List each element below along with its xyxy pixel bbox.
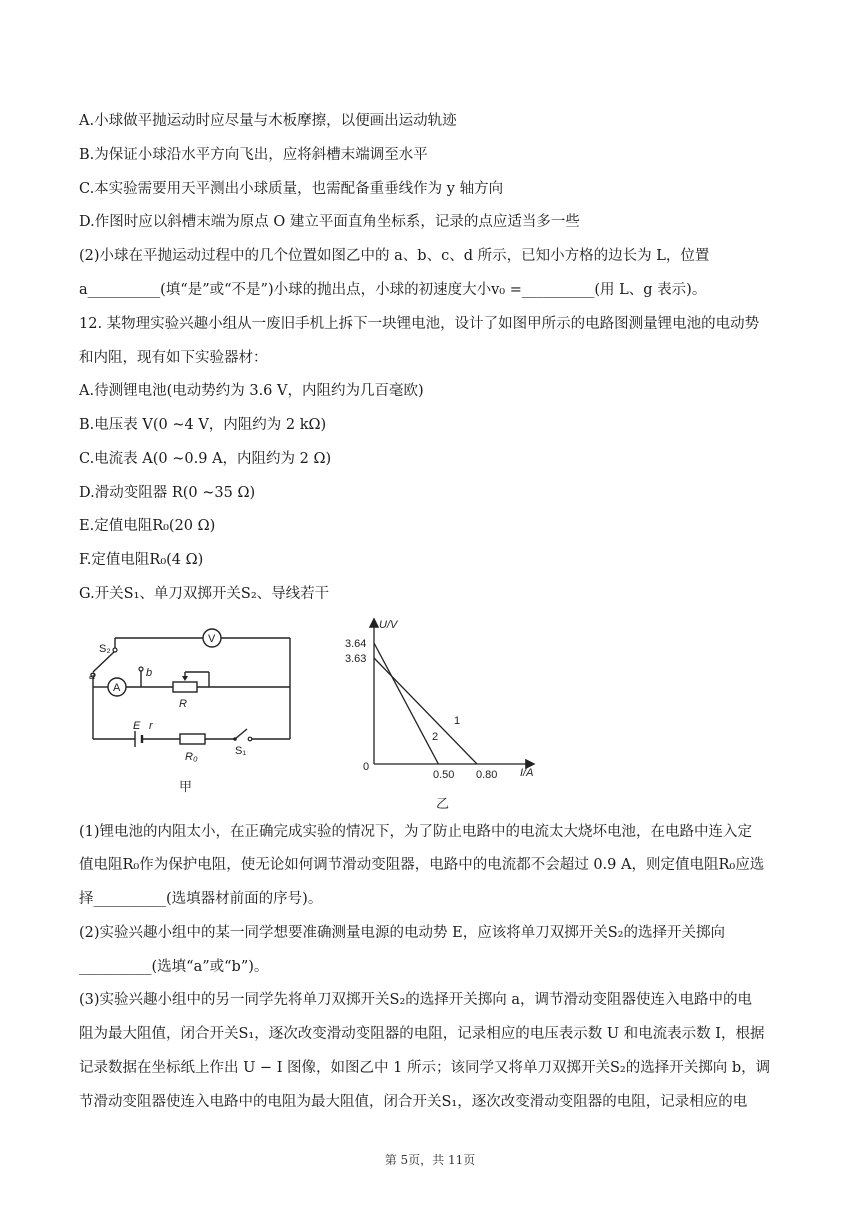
question-12-line: 12. 某物理实验兴趣小组从一废旧手机上拆下一块锂电池，设计了如图甲所示的电路图测量锂电池的电动势 [79, 316, 760, 332]
page-footer: 第 5页，共 11页 [384, 1153, 476, 1167]
equipment-b: B.电压表 V(0 ~4 V，内阻约为 2 kΩ) [79, 417, 327, 433]
voltmeter-label: V [208, 633, 216, 645]
sub-question-3-cont1: 阻为最大阻值，闭合开关S₁，逐次改变滑动变阻器的电阻，记录相应的电压表示数 U 和电流表示数 I，根据 [79, 1026, 765, 1042]
origin-label: 0 [363, 761, 370, 773]
s1-contact-2 [248, 737, 252, 741]
equipment-c: C.电流表 A(0 ~0.9 A，内阻约为 2 Ω) [79, 451, 332, 467]
x-tick-label-1: 0.50 [433, 769, 455, 781]
sub-question-1: (1)锂电池的内阻太小，在正确完成实验的情况下，为了防止电路中的电流太大烧坏电池，在电路中连入定 [79, 824, 753, 840]
sub-question-1-cont: 值电阻R₀作为保护电阻，使无论如何调节滑动变阻器，电路中的电流都不会超过 0.9 A，则定值电阻R₀应选 [79, 857, 765, 873]
y-axis-label: U/V [379, 619, 398, 631]
s1-label: S₁ [235, 745, 247, 757]
s1-contact [233, 737, 237, 741]
y-tick-label-1: 3.64 [345, 638, 367, 650]
series-label-2: 2 [432, 731, 439, 743]
y-tick-label-2: 3.63 [345, 653, 367, 665]
question-12-cont: 和内阻，现有如下实验器材： [79, 350, 268, 366]
x-axis-label: I/A [520, 767, 534, 779]
option-b-line: B.为保证小球沿水平方向飞出，应将斜槽末端调至水平 [79, 147, 428, 163]
sub-question-2-blank: __________(选填“a”或“b”)。 [79, 959, 269, 975]
internal-r-label: r [149, 720, 153, 732]
x-tick-label-2: 0.80 [476, 769, 498, 781]
question-11-2-cont: a__________(填“是”或“不是”)小球的抛出点，小球的初速度大小v₀ =__________(用 L、g 表示)。 [79, 282, 707, 298]
option-a-line: A.小球做平抛运动时应尽量与木板摩擦，以便画出运动轨迹 [79, 113, 457, 129]
sub-question-1-blank: 择__________(选填器材前面的序号)。 [79, 891, 323, 907]
series-line-1 [374, 658, 477, 764]
question-11-2-line: (2)小球在平抛运动过程中的几个位置如图乙中的 a、b、c、d 所示，已知小方格的边长为 L，位置 [79, 248, 710, 264]
circuit-diagram [75, 615, 315, 805]
s2-label: S₂ [99, 643, 111, 655]
option-d-line: D.作图时应以斜槽末端为原点 O 建立平面直角坐标系，记录的点应适当多一些 [79, 214, 580, 230]
r0-label: R₀ [185, 751, 198, 763]
ui-graph [335, 612, 555, 812]
sub-question-3-cont2: 记录数据在坐标纸上作出 U − I 图像，如图乙中 1 所示；该同学又将单刀双掷开关S₂的选择开关掷向 b，调 [79, 1060, 771, 1076]
equipment-e: E.定值电阻R₀(20 Ω) [79, 518, 216, 534]
equipment-f: F.定值电阻R₀(4 Ω) [79, 552, 204, 568]
graph-caption: 乙 [436, 796, 450, 811]
r0-symbol [180, 734, 205, 744]
emf-label: E [133, 720, 141, 732]
battery-symbol [135, 731, 142, 747]
option-c-line: C.本实验需要用天平测出小球质量，也需配备重垂线作为 y 轴方向 [79, 181, 504, 197]
b-label: b [146, 667, 153, 679]
rheostat-symbol [173, 682, 197, 692]
terminal-b [139, 667, 143, 671]
circuit-caption: 甲 [179, 779, 193, 794]
s2-pivot [113, 648, 117, 652]
equipment-d: D.滑动变阻器 R(0 ~35 Ω) [79, 485, 256, 501]
series-label-1: 1 [454, 715, 461, 727]
rheostat-label: R [179, 698, 187, 710]
ammeter-label: A [113, 682, 121, 694]
series-line-2 [374, 643, 438, 764]
a-label: a [89, 670, 96, 682]
equipment-g: G.开关S₁、单刀双掷开关S₂、导线若干 [79, 586, 330, 602]
sub-question-3-cont3: 节滑动变阻器使连入电路中的电阻为最大阻值，闭合开关S₁，逐次改变滑动变阻器的电阻，记录相应的电 [79, 1094, 748, 1110]
rheostat-slider-arrow [182, 676, 188, 681]
equipment-a: A.待测锂电池(电动势约为 3.6 V，内阻约为几百毫欧) [79, 383, 424, 399]
sub-question-2: (2)实验兴趣小组中的某一同学想要准确测量电源的电动势 E，应该将单刀双掷开关S₂的选择开关掷向 [79, 925, 725, 941]
sub-question-3: (3)实验兴趣小组中的另一同学先将单刀双掷开关S₂的选择开关掷向 a，调节滑动变阻器使连入电路中的电 [79, 992, 753, 1008]
